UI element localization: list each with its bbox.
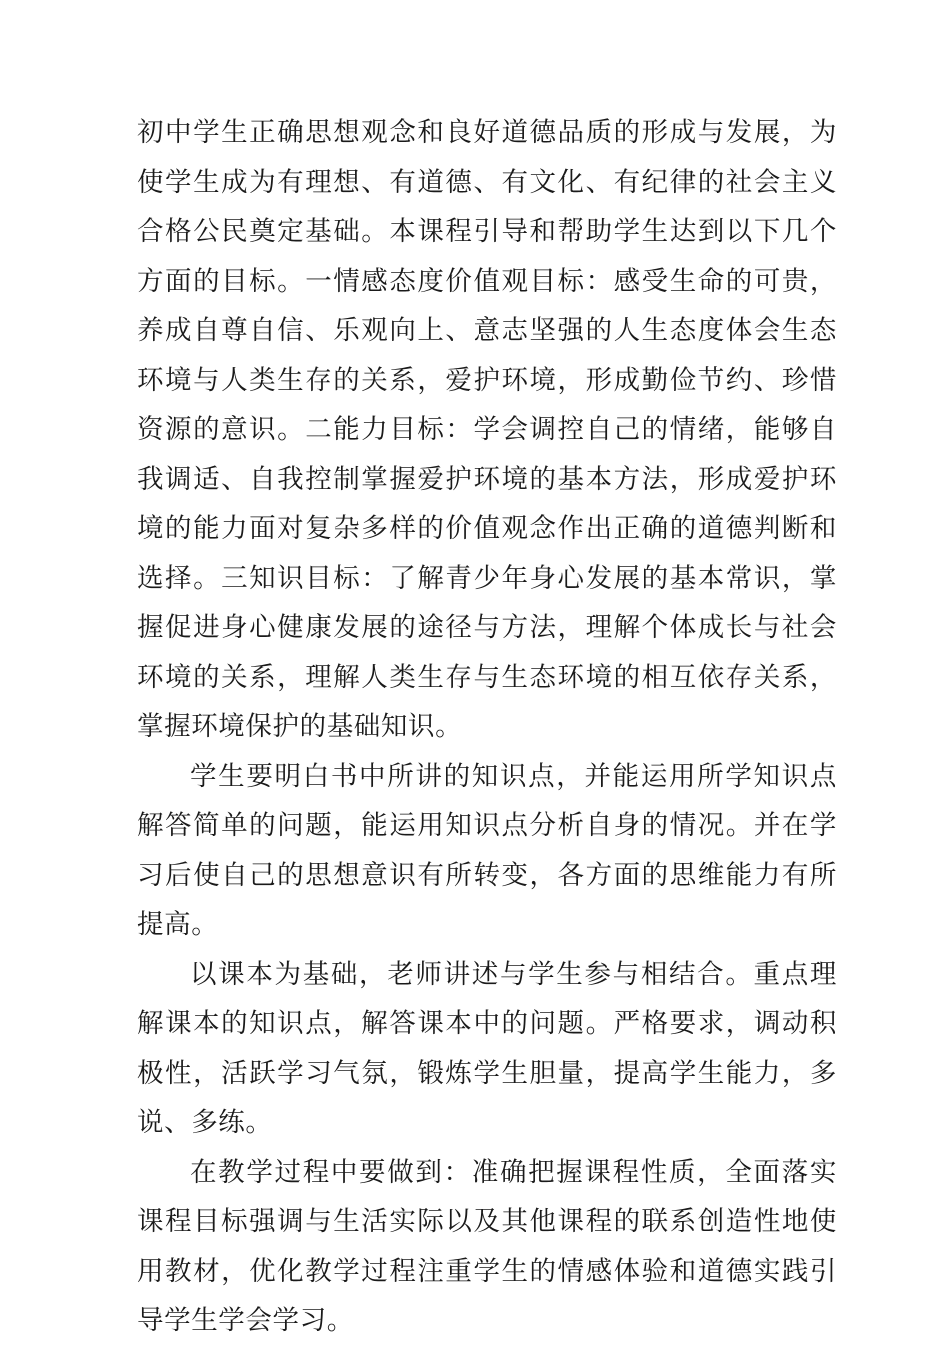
- paragraph-course-goals: 初中学生正确思想观念和良好道德品质的形成与发展，为使学生成为有理想、有道德、有文化、有纪律的社会主义合格公民奠定基础。本课程引导和帮助学生达到以下几个方面的目标。一情感态度价值观目标：感受生命的可贵，养成自尊自信、乐观向上、意志坚强的人生态度体会生态环境与人类生存的关系，爱护环境，形成勤俭节约、珍惜资源的意识。二能力目标：学会调控自己的情绪，能够自我调适、自我控制掌握爱护环境的基本方法，形成爱护环境的能力面对复杂多样的价值观念作出正确的道德判断和选择。三知识目标：了解青少年身心发展的基本常识，掌握促进身心健康发展的途径与方法，理解个体成长与社会环境的关系，理解人类生存与生态环境的相互依存关系，掌握环境保护的基础知识。: [137, 117, 837, 742]
- paragraph-teaching-method: 以课本为基础，老师讲述与学生参与相结合。重点理解课本的知识点，解答课本中的问题。严格要求，调动积极性，活跃学习气氛，锻炼学生胆量，提高学生能力，多说、多练。: [137, 958, 837, 1138]
- document-page: [137, 108, 837, 1346]
- paragraph-learning-requirements: 学生要明白书中所讲的知识点，并能运用所学知识点解答简单的问题，能运用知识点分析自身的情况。并在学习后使自己的思想意识有所转变，各方面的思维能力有所提高。: [137, 760, 837, 940]
- paragraph-teaching-process: 在教学过程中要做到：准确把握课程性质，全面落实课程目标强调与生活实际以及其他课程的联系创造性地使用教材，优化教学过程注重学生的情感体验和道德实践引导学生学会学习。: [137, 1156, 837, 1336]
